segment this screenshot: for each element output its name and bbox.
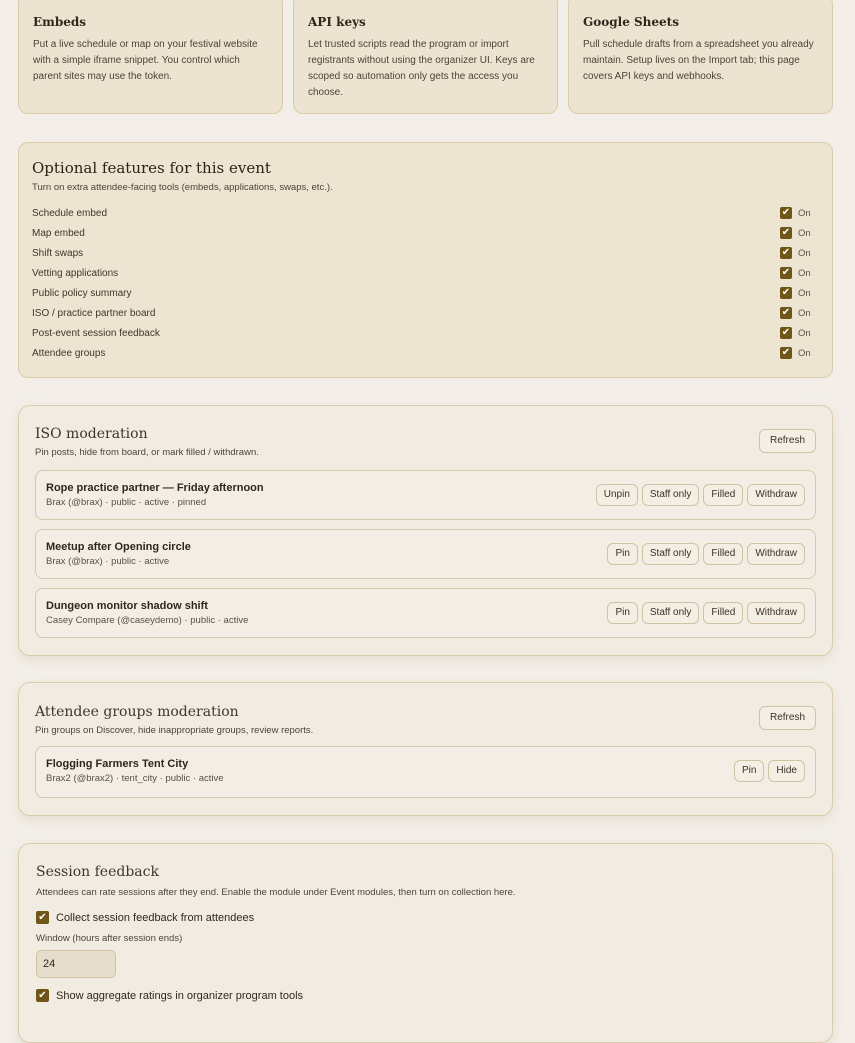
feature-label: ISO / practice partner board	[32, 307, 156, 319]
feature-label: Shift swaps	[32, 247, 84, 259]
filled-button[interactable]: Filled	[703, 602, 743, 624]
withdraw-button[interactable]: Withdraw	[747, 484, 805, 506]
iso-post-list	[35, 470, 816, 638]
staff-only-button[interactable]: Staff only	[642, 602, 700, 624]
session-feedback-panel	[18, 843, 833, 1043]
filled-button[interactable]: Filled	[703, 484, 743, 506]
api-keys-card-body: Let trusted scripts read the program or import registrants without using the organizer UI. Keys are scoped so automation only gets the access you choose.	[308, 39, 535, 98]
feature-row-session-feedback	[32, 323, 818, 343]
iso-post-item	[35, 470, 816, 520]
checkmark-icon: ✔	[781, 247, 791, 258]
iso-moderation-panel	[18, 405, 833, 656]
aggregate-ratings-checkbox[interactable]	[36, 989, 49, 1002]
group-list	[35, 746, 816, 798]
optional-features-card	[18, 142, 833, 378]
feature-checkbox[interactable]	[780, 327, 792, 339]
feature-label: Attendee groups	[32, 347, 106, 359]
groups-moderation-subtitle: Pin groups on Discover, hide inappropriate groups, review reports.	[35, 725, 314, 736]
iso-post-actions	[596, 484, 805, 506]
feature-state: On	[798, 287, 811, 299]
checkmark-icon: ✔	[781, 227, 791, 238]
staff-only-button[interactable]: Staff only	[642, 543, 700, 565]
feature-label: Vetting applications	[32, 267, 119, 279]
session-feedback-subtitle: Attendees can rate sessions after they end. Enable the module under Event modules, then turn on collection here.	[36, 887, 516, 898]
feature-state: On	[798, 307, 811, 319]
feature-checkbox[interactable]	[780, 267, 792, 279]
collect-feedback-row	[36, 911, 815, 924]
checkmark-icon: ✔	[781, 267, 791, 278]
feature-label: Post-event session feedback	[32, 327, 160, 339]
checkmark-icon: ✔	[781, 327, 791, 338]
aggregate-ratings-row	[36, 989, 815, 1002]
iso-post-meta: Brax (@brax) · public · active · pinned	[46, 497, 207, 508]
feature-row-map-embed	[32, 223, 818, 243]
feature-row-public-policy-summary	[32, 283, 818, 303]
filled-button[interactable]: Filled	[703, 543, 743, 565]
group-actions	[734, 760, 805, 782]
iso-moderation-subtitle: Pin posts, hide from board, or mark filled / withdrawn.	[35, 447, 259, 458]
api-keys-card	[293, 0, 558, 114]
withdraw-button[interactable]: Withdraw	[747, 602, 805, 624]
feature-checkbox[interactable]	[780, 207, 792, 219]
google-sheets-card-body: Pull schedule drafts from a spreadsheet you already maintain. Setup lives on the Import tab; this page covers API keys and webhooks.	[583, 39, 814, 82]
aggregate-ratings-label: Show aggregate ratings in organizer program tools	[56, 989, 304, 1002]
google-sheets-card	[568, 0, 833, 114]
pin-button[interactable]: Pin	[607, 543, 637, 565]
pin-button[interactable]: Pin	[734, 760, 764, 782]
group-title: Flogging Farmers Tent City	[46, 758, 189, 770]
collect-feedback-checkbox[interactable]	[36, 911, 49, 924]
feature-label: Schedule embed	[32, 207, 108, 219]
iso-refresh-button[interactable]: Refresh	[759, 429, 816, 453]
withdraw-button[interactable]: Withdraw	[747, 543, 805, 565]
optional-features-subtitle: Turn on extra attendee-facing tools (embeds, applications, swaps, etc.).	[32, 182, 333, 193]
checkmark-icon: ✔	[781, 287, 791, 298]
iso-post-title: Meetup after Opening circle	[46, 541, 191, 553]
groups-refresh-button[interactable]: Refresh	[759, 706, 816, 730]
embeds-card-body: Put a live schedule or map on your festival website with a simple iframe snippet. You control which parent sites may use the token.	[33, 39, 258, 82]
session-feedback-title: Session feedback	[36, 864, 159, 880]
window-hours-input[interactable]	[36, 950, 116, 978]
iso-post-title: Rope practice partner — Friday afternoon	[46, 482, 264, 494]
feature-checkbox[interactable]	[780, 307, 792, 319]
embeds-card-title: Embeds	[33, 15, 87, 29]
group-item	[35, 746, 816, 798]
iso-moderation-title: ISO moderation	[35, 426, 148, 442]
feature-state: On	[798, 327, 811, 339]
feature-checkbox[interactable]	[780, 347, 792, 359]
feature-label: Public policy summary	[32, 287, 132, 299]
groups-moderation-panel	[18, 682, 833, 816]
group-meta: Brax2 (@brax2) · tent_city · public · active	[46, 773, 224, 784]
feature-state: On	[798, 267, 811, 279]
feature-row-shift-swaps	[32, 243, 818, 263]
staff-only-button[interactable]: Staff only	[642, 484, 700, 506]
feature-checkbox[interactable]	[780, 287, 792, 299]
feature-toggle-list	[32, 203, 818, 363]
iso-post-title: Dungeon monitor shadow shift	[46, 600, 208, 612]
feature-row-vetting-applications	[32, 263, 818, 283]
iso-post-actions	[607, 602, 805, 624]
feature-row-schedule-embed	[32, 203, 818, 223]
iso-post-meta: Casey Compare (@caseydemo) · public · active	[46, 615, 249, 626]
feature-state: On	[798, 227, 811, 239]
iso-post-item	[35, 529, 816, 579]
feature-row-attendee-groups	[32, 343, 818, 363]
feature-state: On	[798, 247, 811, 259]
iso-post-meta: Brax (@brax) · public · active	[46, 556, 170, 567]
collect-feedback-label: Collect session feedback from attendees	[56, 911, 255, 924]
feature-checkbox[interactable]	[780, 247, 792, 259]
window-label: Window (hours after session ends)	[36, 933, 183, 944]
feature-label: Map embed	[32, 227, 85, 239]
iso-post-item	[35, 588, 816, 638]
feature-state: On	[798, 347, 811, 359]
feature-row-iso-board	[32, 303, 818, 323]
groups-moderation-title: Attendee groups moderation	[35, 704, 239, 720]
feature-checkbox[interactable]	[780, 227, 792, 239]
checkmark-icon: ✔	[781, 207, 791, 218]
hide-button[interactable]: Hide	[768, 760, 805, 782]
api-keys-card-title: API keys	[308, 15, 366, 29]
iso-post-actions	[607, 543, 805, 565]
pin-button[interactable]: Pin	[607, 602, 637, 624]
unpin-button[interactable]: Unpin	[596, 484, 638, 506]
embeds-card	[18, 0, 283, 114]
checkmark-icon: ✔	[38, 989, 47, 1001]
google-sheets-card-title: Google Sheets	[583, 15, 679, 29]
optional-features-title: Optional features for this event	[32, 159, 271, 177]
checkmark-icon: ✔	[38, 911, 47, 923]
checkmark-icon: ✔	[781, 347, 791, 358]
feature-state: On	[798, 207, 811, 219]
checkmark-icon: ✔	[781, 307, 791, 318]
